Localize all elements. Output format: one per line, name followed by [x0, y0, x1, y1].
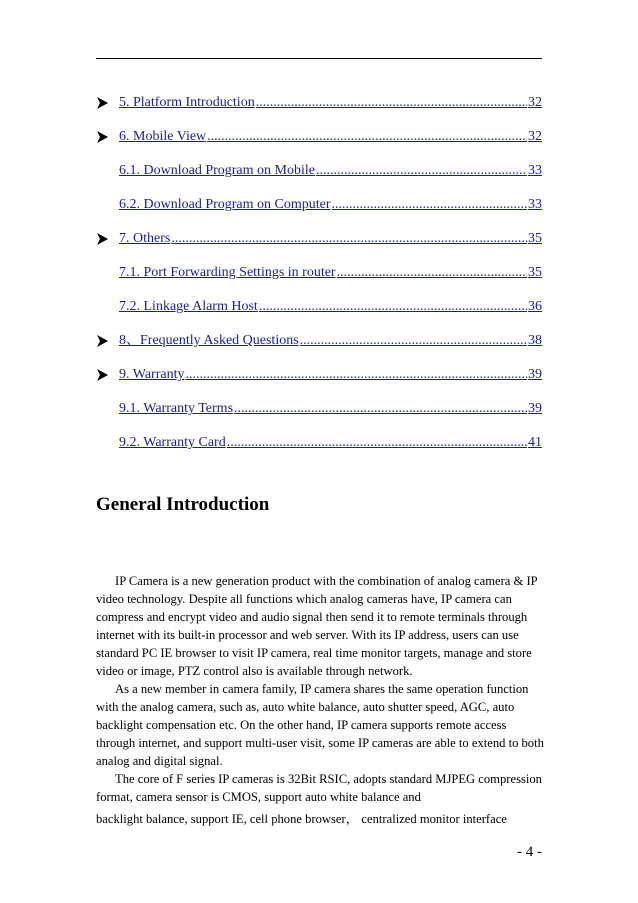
- toc-leader-dots: [234, 398, 527, 420]
- toc-entry-title: 9.1. Warranty Terms: [119, 401, 234, 416]
- toc-entry: [96, 194, 542, 228]
- toc-link[interactable]: [119, 126, 542, 148]
- toc-page-number: 39: [528, 367, 542, 382]
- body-paragraph: The core of F series IP cameras is 32Bit RSIC, adopts standard MJPEG compression format, camera sensor is CMOS, support auto white balance and: [96, 772, 542, 804]
- toc-entry: [96, 160, 542, 194]
- toc-page-number: 38: [528, 333, 542, 348]
- arrow-bullet-icon: [96, 365, 110, 385]
- toc-link[interactable]: [119, 92, 542, 114]
- toc-page-number: 35: [528, 265, 542, 280]
- arrow-bullet-icon: [96, 127, 110, 147]
- toc-page-number: 33: [528, 197, 542, 212]
- arrow-bullet-icon: [96, 331, 110, 351]
- toc-entry-title: 9. Warranty: [119, 367, 185, 382]
- header-rule: [96, 58, 542, 59]
- arrow-bullet-icon: [96, 229, 110, 249]
- toc-entry: [96, 364, 542, 398]
- toc-leader-dots: [332, 194, 527, 216]
- toc-page-number: 41: [528, 435, 542, 450]
- toc-entry-title: 8、Frequently Asked Questions: [119, 333, 299, 348]
- toc-entry-title: 6.2. Download Program on Computer: [119, 197, 331, 212]
- arrow-bullet-icon: [96, 93, 110, 113]
- toc-leader-dots: [227, 432, 527, 454]
- toc-leader-dots: [207, 126, 527, 148]
- toc-link[interactable]: [119, 432, 542, 454]
- toc-link[interactable]: [119, 262, 542, 284]
- toc-link[interactable]: [119, 364, 542, 386]
- toc-entry: [96, 262, 542, 296]
- toc-leader-dots: [256, 92, 527, 114]
- toc-entry-title: 6. Mobile View: [119, 129, 207, 144]
- toc-link[interactable]: [119, 228, 542, 250]
- toc-page-number: 36: [528, 299, 542, 314]
- toc-page-number: 33: [528, 163, 542, 178]
- toc-leader-dots: [316, 160, 527, 182]
- toc-entry: [96, 330, 542, 364]
- toc-leader-dots: [259, 296, 527, 318]
- toc-link[interactable]: [119, 160, 542, 182]
- page-number: - 4 -: [517, 844, 542, 860]
- toc-page-number: 39: [528, 401, 542, 416]
- toc-entry: [96, 92, 542, 126]
- toc-leader-dots: [185, 364, 527, 386]
- toc-leader-dots: [300, 330, 527, 352]
- toc-entry: [96, 296, 542, 330]
- toc-entry: [96, 398, 542, 432]
- toc-link[interactable]: [119, 398, 542, 420]
- toc-page-number: 32: [528, 129, 542, 144]
- section-heading: General Introduction: [96, 494, 270, 515]
- toc-entry-title: 5. Platform Introduction: [119, 95, 255, 110]
- toc-link[interactable]: [119, 296, 542, 318]
- table-of-contents: [96, 92, 542, 466]
- toc-leader-dots: [171, 228, 527, 250]
- toc-entry-title: 7.2. Linkage Alarm Host: [119, 299, 258, 314]
- toc-entry: [96, 432, 542, 466]
- body-text: [96, 572, 546, 828]
- toc-entry-title: 9.2. Warranty Card: [119, 435, 226, 450]
- toc-entry: [96, 126, 542, 160]
- toc-entry-title: 6.1. Download Program on Mobile: [119, 163, 315, 178]
- toc-page-number: 32: [528, 95, 542, 110]
- body-paragraph: IP Camera is a new generation product with the combination of analog camera & IP video technology. Despite all functions which analog cameras have, IP camera can compress and encrypt video and audio signal then send it to remote terminals through internet with its built-in processor and web server. With its IP address, users can use standard PC IE browser to visit IP camera, real time monitor targets, manage and store video or image, PTZ control also is available through network.: [96, 574, 538, 678]
- toc-page-number: 35: [528, 231, 542, 246]
- body-trailing-line: backlight balance, support IE, cell phone browser， centralized monitor interface: [96, 812, 507, 826]
- toc-entry-title: 7.1. Port Forwarding Settings in router: [119, 265, 336, 280]
- body-paragraph: As a new member in camera family, IP camera shares the same operation function with the analog camera, such as, auto white balance, auto shutter speed, AGC, auto backlight compensation etc. On the other hand, IP camera supports remote access through internet, and support multi-user visit, some IP cameras are able to extend to both analog and digital signal.: [96, 682, 544, 768]
- toc-entry-title: 7. Others: [119, 231, 171, 246]
- toc-entry: [96, 228, 542, 262]
- toc-link[interactable]: [119, 194, 542, 216]
- toc-leader-dots: [337, 262, 527, 284]
- toc-link[interactable]: [119, 330, 542, 352]
